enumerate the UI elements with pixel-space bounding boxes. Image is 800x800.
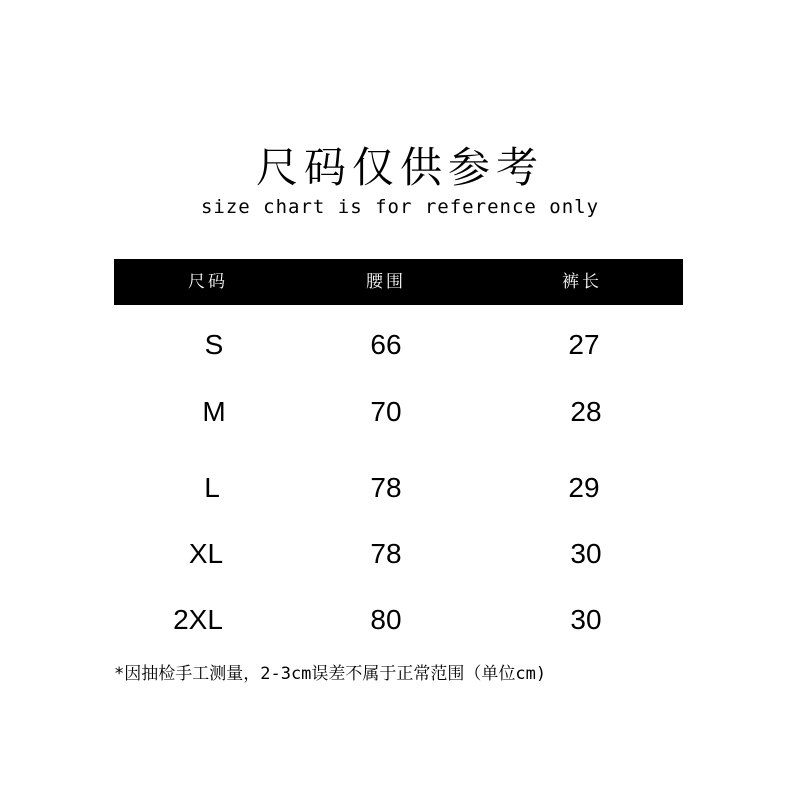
page-title: 尺码仅供参考 xyxy=(255,143,544,192)
header-size: 尺码 xyxy=(188,272,228,292)
measurement-note: *因抽检手工测量，2-3cm误差不属于正常范围（单位cm) xyxy=(114,664,547,684)
waist-cell: 78 xyxy=(370,472,402,503)
size-cell: M xyxy=(202,396,226,427)
size-cell: 2XL xyxy=(173,604,223,635)
length-cell: 27 xyxy=(568,329,600,360)
size-cell: S xyxy=(204,329,224,360)
table-row xyxy=(114,392,683,432)
table-row xyxy=(114,600,683,640)
length-cell: 30 xyxy=(570,604,602,635)
length-cell: 28 xyxy=(570,396,602,427)
length-cell: 29 xyxy=(568,472,600,503)
waist-cell: 70 xyxy=(370,396,402,427)
table-row xyxy=(114,468,683,508)
size-chart-table xyxy=(114,259,683,635)
header-length: 裤长 xyxy=(562,272,602,292)
length-cell: 30 xyxy=(570,538,602,569)
waist-cell: 66 xyxy=(370,329,402,360)
table-header xyxy=(114,259,683,305)
size-cell: XL xyxy=(188,538,224,569)
size-cell: L xyxy=(204,472,220,503)
waist-cell: 78 xyxy=(370,538,402,569)
waist-cell: 80 xyxy=(370,604,402,635)
page-subtitle: size chart is for reference only xyxy=(200,196,600,218)
table-row xyxy=(114,534,683,574)
table-row xyxy=(114,325,683,365)
header-waist: 腰围 xyxy=(366,272,406,292)
